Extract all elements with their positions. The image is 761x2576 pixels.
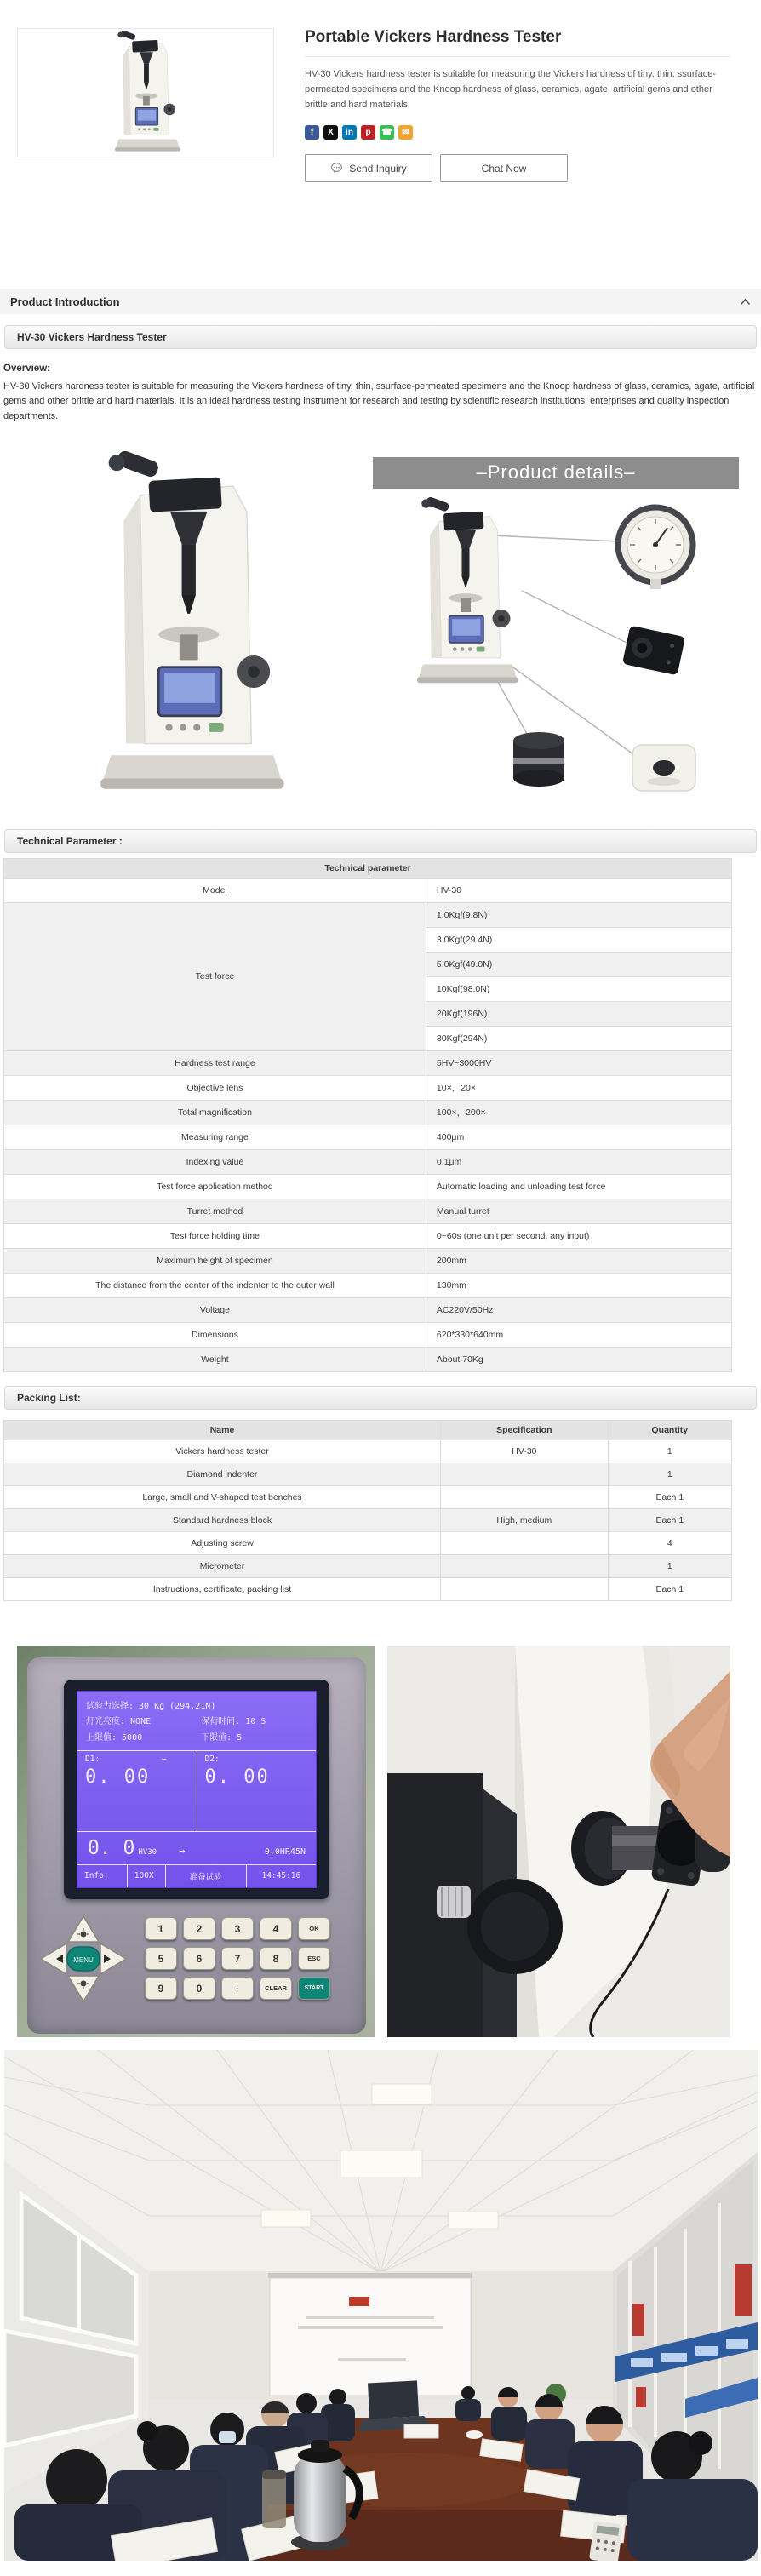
lcd-upper-limit: 上限值: 5000: [86, 1732, 143, 1743]
cell: [441, 1531, 609, 1554]
product-header: [0, 0, 761, 182]
cell: [441, 1554, 609, 1577]
cell: Adjusting screw: [4, 1531, 441, 1554]
product-thumbnail-box[interactable]: [17, 28, 274, 157]
parameter-value: 3.0Kgf(29.4N): [426, 927, 731, 952]
parameter-label: Test force application method: [4, 1174, 426, 1199]
table-title: Technical parameter: [4, 858, 732, 878]
column-header: Name: [4, 1420, 441, 1440]
model-section-header: HV-30 Vickers Hardness Tester: [4, 325, 757, 349]
cell: 4: [608, 1531, 731, 1554]
cell: Each 1: [608, 1577, 731, 1600]
key-ok: OK: [298, 1917, 330, 1940]
overview-block: [3, 361, 758, 424]
lcd-d1-arrow-icon: ←: [161, 1755, 167, 1765]
key-2: 2: [183, 1917, 215, 1940]
product-thumbnail-image: [98, 31, 193, 155]
cell: 1: [608, 1440, 731, 1463]
technical-parameter-header: Technical Parameter :: [4, 829, 757, 853]
packing-list-header: Packing List:: [4, 1386, 757, 1410]
lcd-test-force-line: 试验力选择: 30 Kg (294.21N): [86, 1701, 216, 1711]
parameter-value: 5HV~3000HV: [426, 1050, 731, 1075]
lcd-info-label: Info:: [77, 1865, 128, 1887]
key-·: ·: [221, 1977, 254, 2000]
key-3: 3: [221, 1917, 254, 1940]
lcd-d1-value: 0. 00: [85, 1766, 151, 1789]
parameter-label: Objective lens: [4, 1075, 426, 1100]
facebook-icon[interactable]: f: [305, 125, 319, 140]
product-description: HV-30 Vickers hardness tester is suitable for measuring the Vickers hardness of tiny, thin, ssurface-permeated specimens and the Knoop hardness of glass, ceramics, agate, artificial gems and other brittle and hard materials: [305, 69, 717, 111]
cell: Diamond indenter: [4, 1463, 441, 1485]
overview-text: HV-30 Vickers hardness tester is suitable for measuring the Vickers hardness of tiny, thin, ssurface-permeated specimens and the Knoop hardness of glass, ceramics, agate, artificial gems and other brittle and hard materials. It is an ideal hardness testing instrument for research and testing by scientific research institutions, enterprises and quality inspection departments.: [3, 381, 755, 421]
cell: 1: [608, 1463, 731, 1485]
parameter-label: Measuring range: [4, 1125, 426, 1149]
parameter-label: Maximum height of specimen: [4, 1248, 426, 1273]
parameter-label: Model: [4, 878, 426, 902]
product-details-image: [373, 489, 739, 816]
lcd-arrow-icon: →: [179, 1844, 186, 1857]
product-details-banner: –Product details–: [373, 457, 739, 489]
lcd-main-unit: HV30: [138, 1847, 157, 1857]
key-clear: CLEAR: [260, 1977, 292, 2000]
lcd-d2-label: D2:: [204, 1755, 220, 1765]
chat-now-label: Chat Now: [481, 162, 527, 175]
divider: [305, 56, 730, 57]
parameter-value: 100×，200×: [426, 1100, 731, 1125]
cell: Standard hardness block: [4, 1508, 441, 1531]
lcd-d2-value: 0. 00: [204, 1766, 270, 1789]
parameter-label: Test force: [4, 902, 426, 1050]
arrow-key-cluster: [36, 1911, 131, 2006]
camera-unit-callout: [622, 625, 685, 675]
parameter-value: Automatic loading and unloading test force: [426, 1174, 731, 1199]
parameter-value: 200mm: [426, 1248, 731, 1273]
parameter-label: Weight: [4, 1347, 426, 1371]
chat-bubble-icon: [330, 163, 343, 174]
parameter-label: Indexing value: [4, 1149, 426, 1174]
key-9: 9: [145, 1977, 177, 2000]
parameter-value: About 70Kg: [426, 1347, 731, 1371]
parameter-value: 10×，20×: [426, 1075, 731, 1100]
parameter-value: 0~60s (one unit per second, any input): [426, 1223, 731, 1248]
lcd-clock: 14:45:16: [261, 1871, 301, 1881]
cell: [441, 1577, 609, 1600]
cell: Each 1: [608, 1508, 731, 1531]
parameter-label: Hardness test range: [4, 1050, 426, 1075]
social-icons-row: [305, 125, 730, 140]
cell: Each 1: [608, 1485, 731, 1508]
cell: Micrometer: [4, 1554, 441, 1577]
technical-parameter-table: [3, 858, 732, 1372]
whatsapp-icon[interactable]: ☎: [380, 125, 394, 140]
product-introduction-header[interactable]: [0, 289, 761, 314]
parameter-label: Test force holding time: [4, 1223, 426, 1248]
key-1: 1: [145, 1917, 177, 1940]
numeric-keypad: [145, 1917, 330, 2000]
key-7: 7: [221, 1947, 254, 1970]
base-part-callout: [632, 745, 695, 791]
lcd-lower-limit: 下限值: 5: [201, 1732, 243, 1743]
parameter-value: AC220V/50Hz: [426, 1297, 731, 1322]
cell: Vickers hardness tester: [4, 1440, 441, 1463]
key-0: 0: [183, 1977, 215, 2000]
overview-machine-image: [59, 451, 314, 799]
packing-list-table: [3, 1420, 732, 1601]
parameter-value: Manual turret: [426, 1199, 731, 1223]
cell: [441, 1463, 609, 1485]
lcd-magnification: 100X: [128, 1865, 166, 1887]
key-esc: ESC: [298, 1947, 330, 1970]
parameter-value: HV-30: [426, 878, 731, 902]
lcd-d1-label: D1:: [85, 1755, 100, 1765]
product-introduction-title: Product Introduction: [10, 295, 120, 308]
cell: Instructions, certificate, packing list: [4, 1577, 441, 1600]
key-6: 6: [183, 1947, 215, 1970]
parameter-label: Voltage: [4, 1297, 426, 1322]
email-icon[interactable]: ✉: [398, 125, 413, 140]
parameter-label: Total magnification: [4, 1100, 426, 1125]
control-panel-photo: [17, 1646, 375, 2037]
cell: [441, 1485, 609, 1508]
figures-row: [0, 433, 761, 818]
cell: Large, small and V-shaped test benches: [4, 1485, 441, 1508]
parameter-value: 1.0Kgf(9.8N): [426, 902, 731, 927]
parameter-value: 130mm: [426, 1273, 731, 1297]
parameter-label: The distance from the center of the indenter to the outer wall: [4, 1273, 426, 1297]
menu-key-label: MENU: [73, 1955, 94, 1964]
linkedin-icon[interactable]: in: [342, 125, 357, 140]
parameter-value: 5.0Kgf(49.0N): [426, 952, 731, 976]
column-header: Quantity: [608, 1420, 731, 1440]
lcd-hold-time: 保荷时间: 10 S: [201, 1717, 266, 1727]
cell: 1: [608, 1554, 731, 1577]
parameter-label: Turret method: [4, 1199, 426, 1223]
parameter-value: 10Kgf(98.0N): [426, 976, 731, 1001]
dial-gauge-callout: [618, 507, 693, 589]
lcd-main-value: 0. 0: [88, 1836, 135, 1859]
x-icon[interactable]: X: [323, 125, 338, 140]
indenter-installation-photo: [387, 1646, 730, 2037]
send-inquiry-label: Send Inquiry: [349, 162, 407, 175]
cell: High, medium: [441, 1508, 609, 1531]
send-inquiry-button[interactable]: [305, 154, 432, 182]
lcd-display: [77, 1691, 317, 1888]
parameter-label: Dimensions: [4, 1322, 426, 1347]
key-start: START: [298, 1977, 330, 2000]
cell: HV-30: [441, 1440, 609, 1463]
collapse-chevron-icon[interactable]: [740, 298, 751, 306]
lcd-screen-frame: [64, 1680, 329, 1899]
lcd-status-text: 准备试验: [166, 1865, 247, 1887]
parameter-value: 400μm: [426, 1125, 731, 1149]
key-5: 5: [145, 1947, 177, 1970]
meeting-photo: [4, 2050, 758, 2561]
pinterest-icon[interactable]: p: [361, 125, 375, 140]
lcd-secondary-value: 0.0HR45N: [264, 1846, 306, 1857]
product-details-figure: [373, 433, 739, 818]
key-4: 4: [260, 1917, 292, 1940]
parameter-value: 30Kgf(294N): [426, 1026, 731, 1050]
column-header: Specification: [441, 1420, 609, 1440]
overview-label: Overview:: [3, 364, 50, 375]
key-8: 8: [260, 1947, 292, 1970]
page-title: Portable Vickers Hardness Tester: [305, 28, 562, 46]
parameter-value: 620*330*640mm: [426, 1322, 731, 1347]
chat-now-button[interactable]: [440, 154, 568, 182]
parameter-value: 20Kgf(196N): [426, 1001, 731, 1026]
photos-row: [17, 1646, 761, 2037]
lcd-brightness: 灯光亮度: NONE: [86, 1717, 152, 1727]
knob-callout: [513, 732, 564, 787]
parameter-value: 0.1μm: [426, 1149, 731, 1174]
